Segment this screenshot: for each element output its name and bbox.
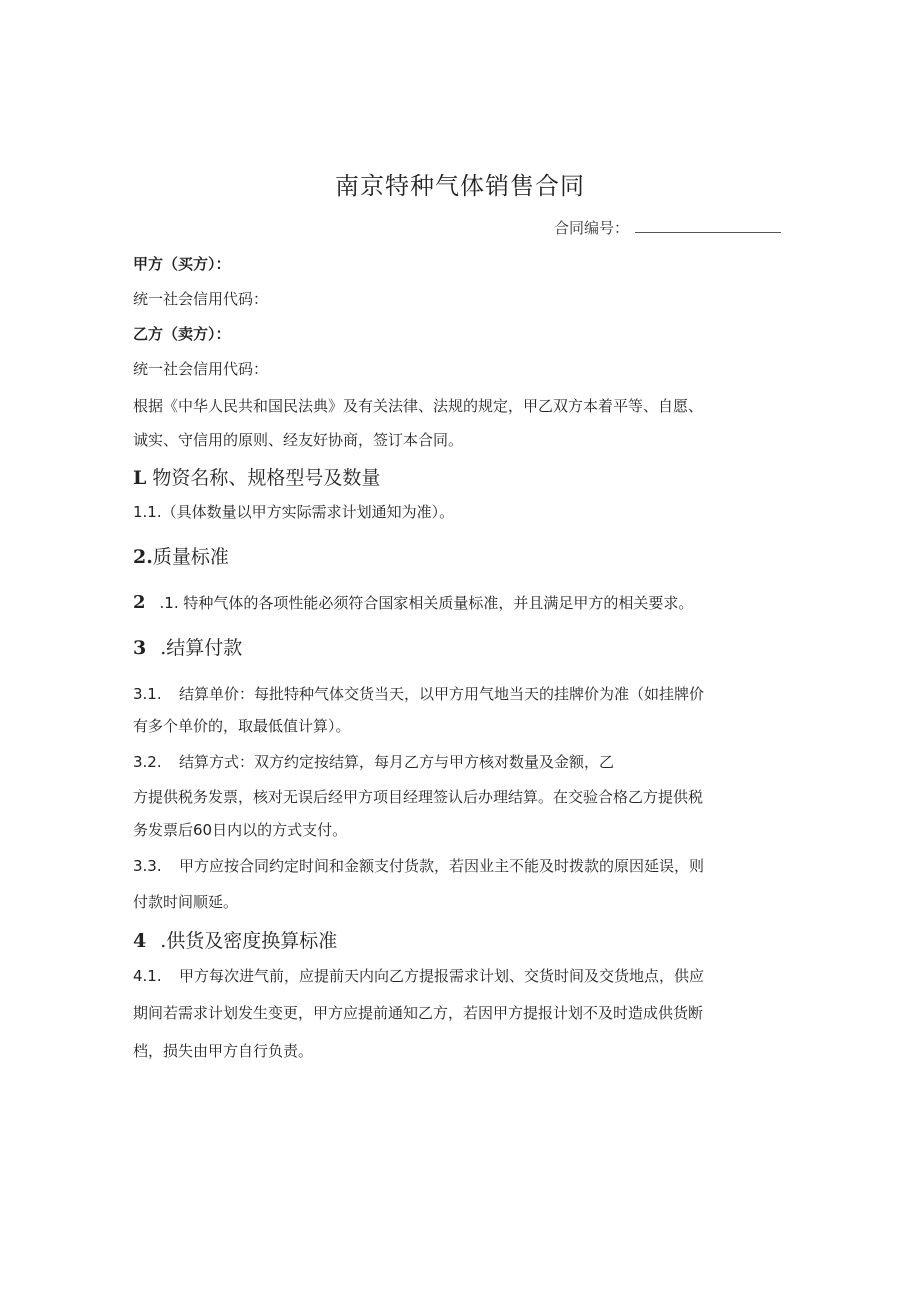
section-3-heading	[133, 633, 242, 660]
section-2-heading	[133, 542, 229, 569]
section-title: .供货及密度换算标准	[160, 930, 338, 952]
clause-3-1-line-2: 有多个单价的，取最低值计算）。	[133, 717, 351, 735]
clause-4-1-line-3: 档，损失由甲方自行负责。	[133, 1042, 314, 1060]
clause-3-2-line-1	[133, 752, 614, 772]
clause-text: 甲方每次进气前，应提前天内向乙方提报需求计划、交货时间及交货地点，供应	[179, 967, 705, 985]
clause-4-1-line-1	[133, 966, 704, 986]
clause-3-2-line-2: 方提供税务发票，核对无误后经甲方项目经理签认后办理结算。在交验合格乙方提供税	[133, 788, 704, 806]
clause-4-1-line-2: 期间若需求计划发生变更，甲方应提前通知乙方，若因甲方提报计划不及时造成供货断	[133, 1004, 704, 1022]
clause-3-1-line-1	[133, 684, 704, 704]
document-title: 南京特种气体销售合同	[335, 172, 585, 200]
section-title: 质量标准	[152, 546, 229, 568]
section-number: 3	[133, 637, 147, 659]
clause-text: 结算单价：每批特种气体交货当天，以甲方用气地当天的挂牌价为准（如挂牌价	[179, 685, 705, 703]
party-a-label: 甲方（买方）：	[133, 255, 231, 273]
section-number: 4	[133, 930, 147, 952]
section-title: 物资名称、规格型号及数量	[152, 467, 381, 489]
clause-number: 3.3.	[133, 857, 162, 875]
clause-3-3-line-2: 付款时间顺延。	[133, 893, 239, 911]
intro-line-1: 根据《中华人民共和国民法典》及有关法律、法规的规定，甲乙双方本着平等、自愿、	[133, 397, 704, 415]
intro-line-2: 诚实、守信用的原则、经友好协商，签订本合同。	[133, 431, 464, 449]
party-b-label: 乙方（卖方）：	[133, 325, 231, 343]
party-a-credit-code: 统一社会信用代码：	[133, 290, 269, 308]
clause-3-2-line-3: 务发票后60日内以的方式支付。	[133, 821, 348, 839]
clause-3-3-line-1	[133, 856, 704, 876]
contract-number-blank	[635, 218, 781, 233]
clause-1-1: 1.1.（具体数量以甲方实际需求计划通知为准）。	[133, 503, 455, 521]
contract-number-label: 合同编号：	[554, 219, 630, 237]
section-4-heading	[133, 926, 337, 953]
party-b-credit-code: 统一社会信用代码：	[133, 360, 269, 378]
section-number: L	[133, 467, 147, 489]
clause-text: 结算方式：双方约定按结算，每月乙方与甲方核对数量及金额，乙	[179, 753, 615, 771]
section-1-heading	[133, 463, 380, 490]
contract-number	[554, 217, 781, 238]
clause-number: 3.1.	[133, 685, 162, 703]
clause-text: .1. 特种气体的各项性能必须符合国家相关质量标准，并且满足甲方的相关要求。	[159, 594, 694, 612]
clause-number: 4.1.	[133, 967, 162, 985]
section-number: 2.	[133, 546, 153, 568]
section-title: .结算付款	[160, 637, 243, 659]
clause-text: 甲方应按合同约定时间和金额支付货款，若因业主不能及时拨款的原因延误，则	[179, 857, 705, 875]
clause-2-1	[133, 593, 693, 613]
clause-number: 2	[133, 592, 146, 613]
clause-number: 3.2.	[133, 753, 162, 771]
